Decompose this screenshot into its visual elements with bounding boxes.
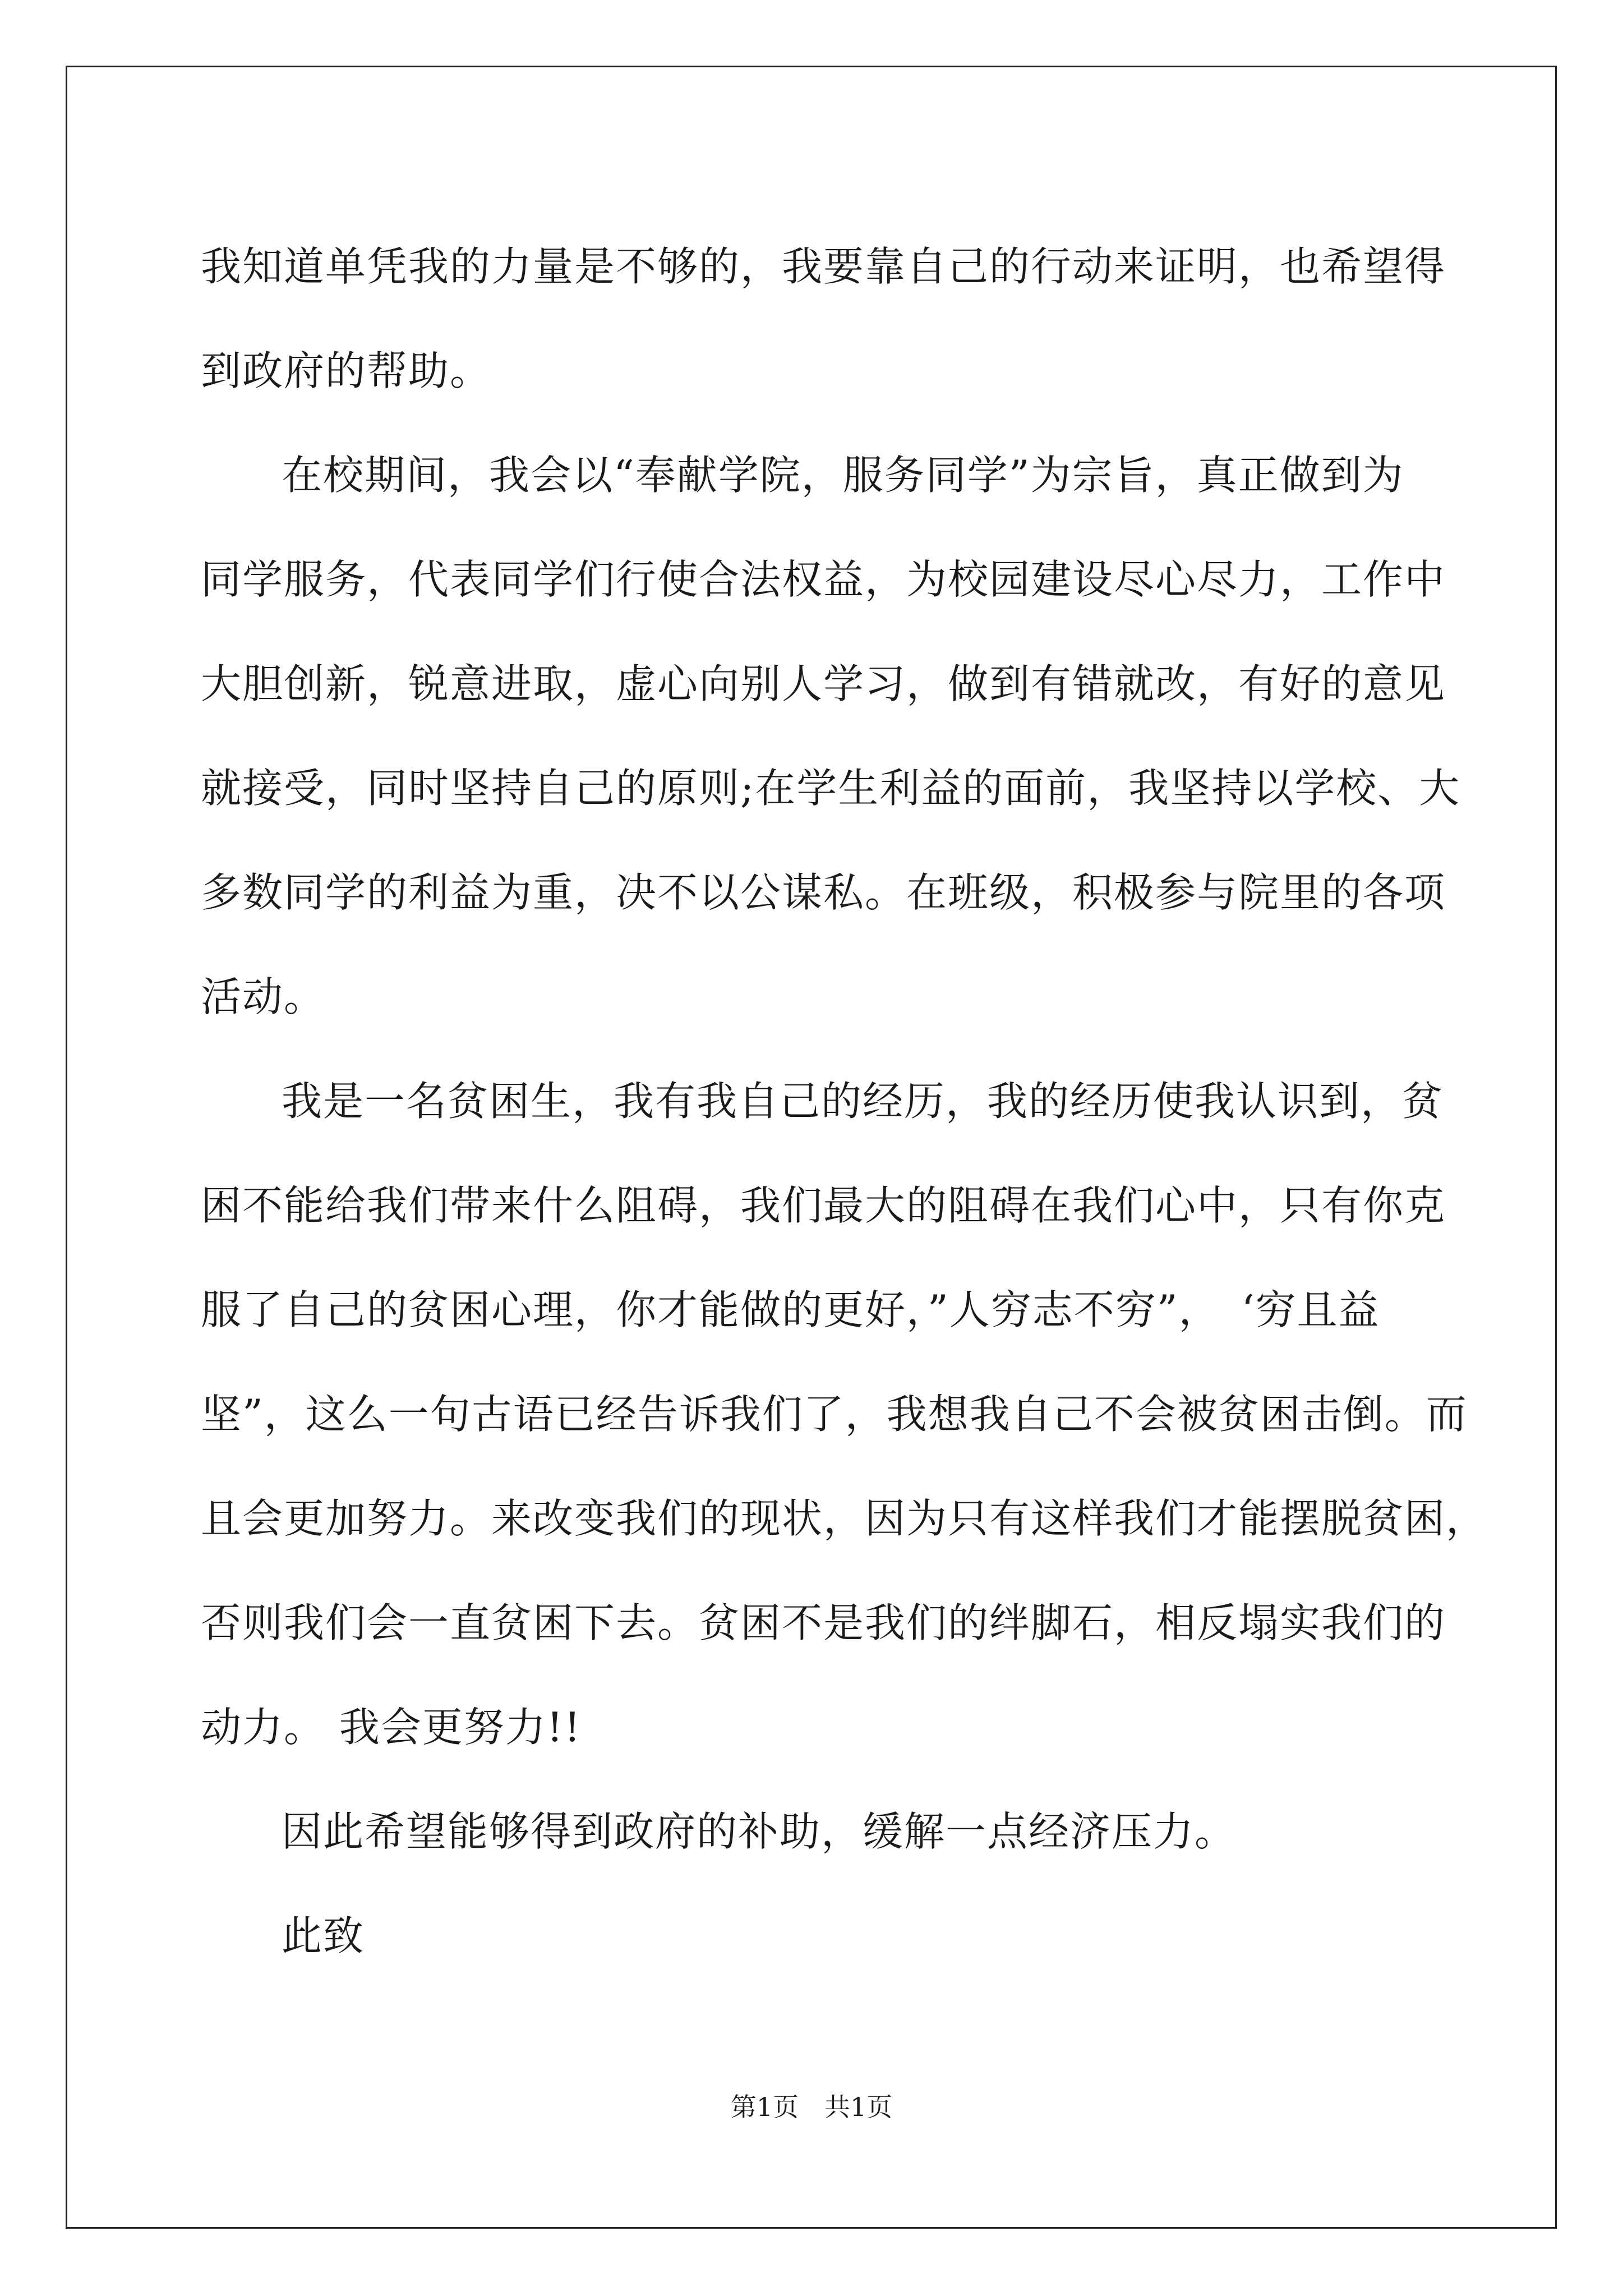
document-body bbox=[201, 214, 1488, 1988]
text-line: 因此希望能够得到政府的补助，缓解一点经济压力。 bbox=[282, 1808, 1237, 1855]
page-footer bbox=[0, 2087, 1623, 2124]
text-line: 坚”，这么一句古语已经告诉我们了，我想我自己不会被贫困击倒。而 bbox=[201, 1391, 1468, 1438]
text-line: 且会更加努力。来改变我们的现状，因为只有这样我们才能摆脱贫困， bbox=[201, 1495, 1488, 1542]
text-line: 大胆创新，锐意进取，虚心向别人学习，做到有错就改，有好的意见 bbox=[201, 660, 1446, 707]
paragraph-2 bbox=[201, 423, 1479, 1049]
text-line: 动力。 我会更努力!! bbox=[201, 1704, 582, 1751]
page-number: 第1页 共1页 bbox=[730, 2092, 893, 2122]
paragraph-4 bbox=[201, 1779, 1479, 1884]
text-line: 服了自己的贫困心理，你才能做的更好，”人穷志不穷”， ‘穷且益 bbox=[201, 1286, 1380, 1333]
text-line: 我是一名贫困生，我有我自己的经历，我的经历使我认识到，贫 bbox=[282, 1078, 1444, 1125]
text-line: 多数同学的利益为重，决不以公谋私。在班级，积极参与院里的各项 bbox=[201, 869, 1446, 916]
text-line: 我知道单凭我的力量是不够的，我要靠自己的行动来证明，也希望得 bbox=[201, 243, 1446, 290]
text-line: 到政府的帮助。 bbox=[201, 347, 492, 394]
text-line: 此致 bbox=[282, 1912, 365, 1959]
text-line: 否则我们会一直贫困下去。贫困不是我们的绊脚石，相反塌实我们的 bbox=[201, 1599, 1446, 1646]
text-line: 同学服务，代表同学们行使合法权益，为校园建设尽心尽力，工作中 bbox=[201, 556, 1446, 603]
text-line: 困不能给我们带来什么阻碍，我们最大的阻碍在我们心中，只有你克 bbox=[201, 1182, 1446, 1229]
paragraph-5 bbox=[201, 1884, 1479, 1988]
paragraph-1 bbox=[201, 214, 1479, 423]
text-line: 在校期间，我会以“奉献学院，服务同学”为宗旨，真正做到为 bbox=[282, 452, 1404, 499]
text-line: 活动。 bbox=[201, 973, 326, 1020]
paragraph-3 bbox=[201, 1049, 1488, 1779]
text-line: 就接受，同时坚持自己的原则;在学生利益的面前，我坚持以学校、大 bbox=[201, 765, 1461, 812]
